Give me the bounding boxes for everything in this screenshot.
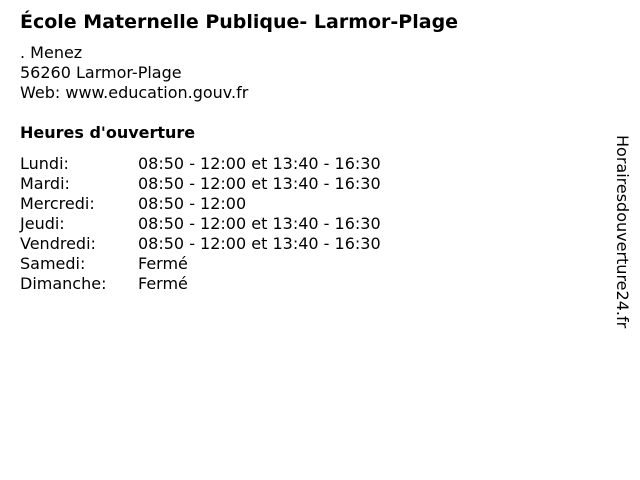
address-street: . Menez xyxy=(20,43,83,62)
hours-heading: Heures d'ouverture xyxy=(20,123,196,142)
day-label: Jeudi: xyxy=(20,214,65,233)
day-label: Mercredi: xyxy=(20,194,95,213)
time-value: 08:50 - 12:00 et 13:40 - 16:30 xyxy=(138,154,381,173)
time-value: 08:50 - 12:00 et 13:40 - 16:30 xyxy=(138,234,381,253)
day-label: Lundi: xyxy=(20,154,69,173)
time-value: 08:50 - 12:00 et 13:40 - 16:30 xyxy=(138,214,381,233)
hours-table xyxy=(20,154,381,294)
address-block xyxy=(20,43,248,103)
time-value: 08:50 - 12:00 xyxy=(138,194,247,213)
hours-row-thursday xyxy=(20,214,381,234)
day-label: Mardi: xyxy=(20,174,70,193)
time-value: Fermé xyxy=(138,274,188,293)
hours-row-friday xyxy=(20,234,381,254)
page-title: École Maternelle Publique- Larmor-Plage xyxy=(20,11,459,33)
hours-row-monday xyxy=(20,154,381,174)
hours-row-tuesday xyxy=(20,174,381,194)
day-label: Dimanche: xyxy=(20,274,107,293)
hours-row-saturday xyxy=(20,254,381,274)
day-label: Vendredi: xyxy=(20,234,96,253)
hours-row-sunday xyxy=(20,274,381,294)
website-text: Web: www.education.gouv.fr xyxy=(20,83,249,102)
time-value: 08:50 - 12:00 et 13:40 - 16:30 xyxy=(138,174,381,193)
hours-row-wednesday xyxy=(20,194,381,214)
day-label: Samedi: xyxy=(20,254,86,273)
address-city: 56260 Larmor-Plage xyxy=(20,63,182,82)
site-watermark: Horairesdouverture24.fr xyxy=(613,135,632,329)
time-value: Fermé xyxy=(138,254,188,273)
